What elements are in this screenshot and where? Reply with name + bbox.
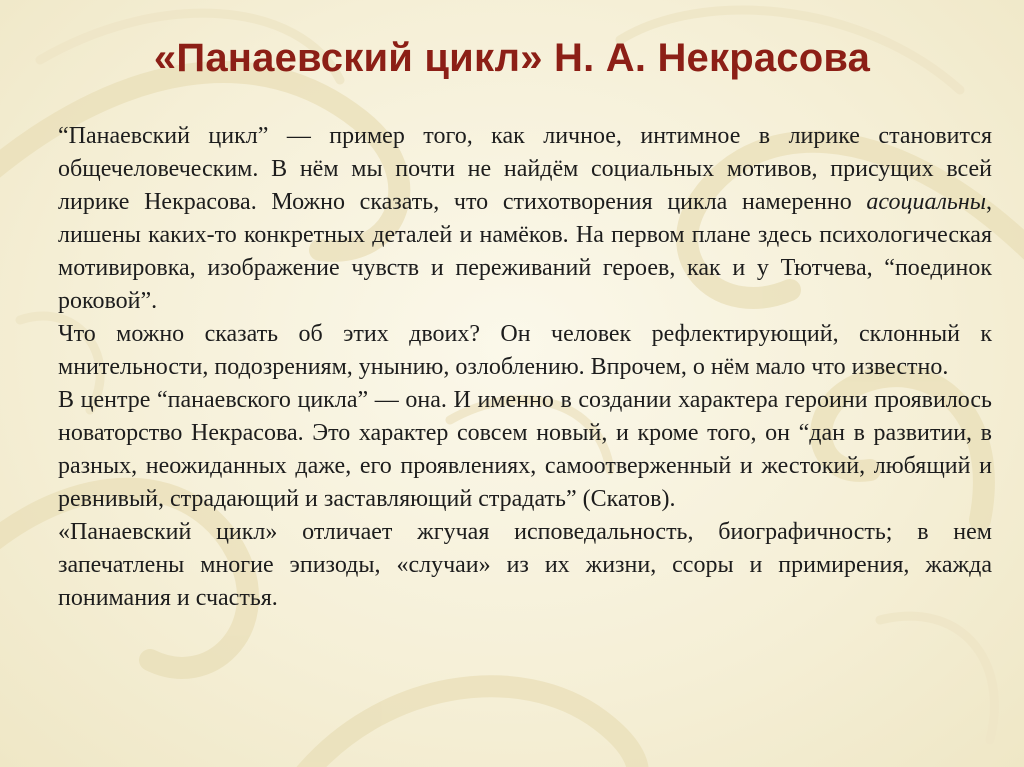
paragraph-2: Что можно сказать об этих двоих? Он человек рефлектирующий, склонный к мнительности, подозрениям, унынию, озлоблению. Впрочем, о нём мало что известно. xyxy=(58,321,992,380)
paragraph-3: В центре “панаевского цикла” — она. И именно в создании характера героини проявилось новаторство Некрасова. Это характер совсем новый, и кроме того, он “дан в развитии, в разных, неожиданных даже, его проявлениях, самоотверженный и жестокий, любящий и ревнивый, страдающий и заставляющий страдать” (Скатов). xyxy=(58,387,992,512)
slide-title: «Панаевский цикл» Н. А. Некрасова xyxy=(153,36,871,80)
paragraph-1-part-b: , лишены каких-то конкретных деталей и намёков. На первом плане здесь психологическая мотивировка, изображение чувств и переживаний героев, как и у Тютчева, “поединок роковой”. xyxy=(58,189,992,314)
paragraph-1-emphasis: асоциальны xyxy=(866,189,986,215)
paragraph-1 xyxy=(58,120,992,318)
paragraph-1-part-a: “Панаевский цикл” — пример того, как личное, интимное в лирике становится общечеловеческим. В нём мы почти не найдём социальных мотивов, присущих всей лирике Некрасова. Можно сказать, что стихотворения цикла намеренно xyxy=(58,123,992,215)
slide-body xyxy=(58,120,992,615)
paragraph-4: «Панаевский цикл» отличает жгучая исповедальность, биографичность; в нем запечатлены многие эпизоды, «случаи» из их жизни, ссоры и примирения, жажда понимания и счастья. xyxy=(58,519,992,611)
